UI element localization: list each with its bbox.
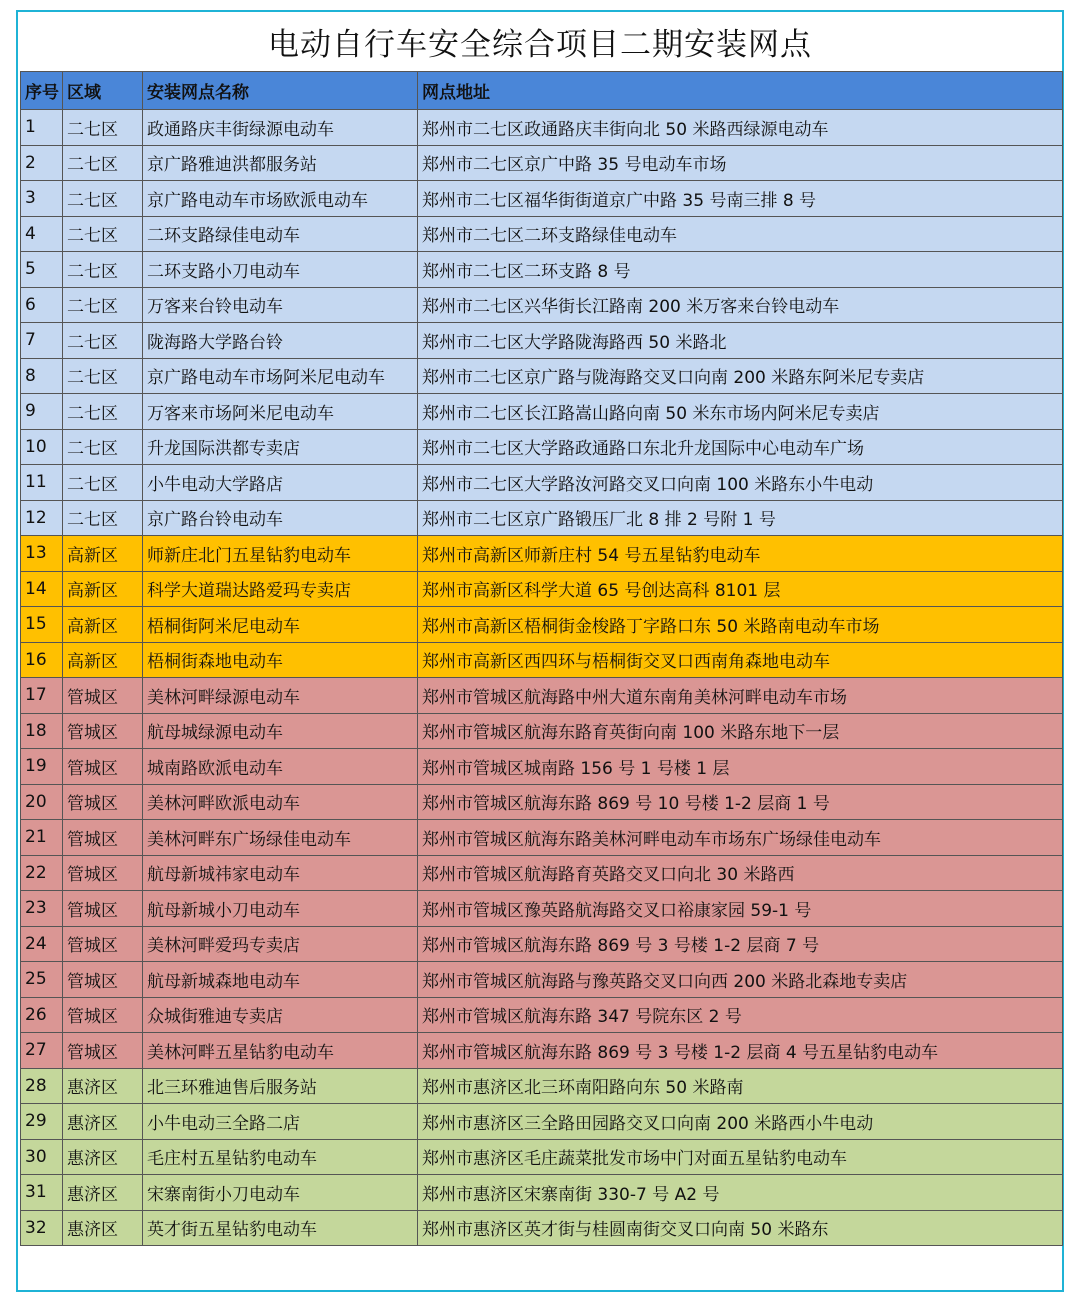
cell-no: 11: [21, 465, 63, 501]
header-zone: 区域: [63, 72, 143, 110]
cell-no: 20: [21, 784, 63, 820]
header-name: 安装网点名称: [143, 72, 418, 110]
table-row: [21, 997, 1063, 1033]
cell-address: 郑州市管城区航海东路 869 号 3 号楼 1-2 层商 4 号五星钻豹电动车: [418, 1033, 1063, 1069]
cell-address: 郑州市惠济区三全路田园路交叉口向南 200 米路西小牛电动: [418, 1104, 1063, 1140]
cell-address: 郑州市惠济区毛庄蔬菜批发市场中门对面五星钻豹电动车: [418, 1139, 1063, 1175]
table-row: [21, 1210, 1063, 1246]
cell-no: 15: [21, 607, 63, 643]
cell-zone: 二七区: [63, 465, 143, 501]
cell-outlet-name: 二环支路小刀电动车: [143, 252, 418, 288]
cell-address: 郑州市管城区航海路中州大道东南角美林河畔电动车市场: [418, 678, 1063, 714]
cell-address: 郑州市二七区大学路政通路口东北升龙国际中心电动车广场: [418, 429, 1063, 465]
table-row: [21, 926, 1063, 962]
header-no: 序号: [21, 72, 63, 110]
cell-no: 23: [21, 891, 63, 927]
page-title: 电动自行车安全综合项目二期安装网点: [268, 26, 812, 63]
cell-no: 29: [21, 1104, 63, 1140]
cell-zone: 管城区: [63, 820, 143, 856]
cell-outlet-name: 政通路庆丰街绿源电动车: [143, 110, 418, 146]
cell-no: 13: [21, 536, 63, 572]
cell-zone: 高新区: [63, 642, 143, 678]
cell-zone: 二七区: [63, 394, 143, 430]
cell-outlet-name: 美林河畔欧派电动车: [143, 784, 418, 820]
cell-address: 郑州市管城区航海东路 347 号院东区 2 号: [418, 997, 1063, 1033]
table-row: [21, 784, 1063, 820]
cell-outlet-name: 京广路电动车市场阿米尼电动车: [143, 358, 418, 394]
cell-zone: 二七区: [63, 110, 143, 146]
cell-zone: 惠济区: [63, 1104, 143, 1140]
cell-address: 郑州市二七区福华街街道京广中路 35 号南三排 8 号: [418, 181, 1063, 217]
cell-zone: 惠济区: [63, 1210, 143, 1246]
cell-zone: 管城区: [63, 855, 143, 891]
cell-outlet-name: 京广路电动车市场欧派电动车: [143, 181, 418, 217]
table-body: [21, 110, 1063, 1246]
cell-zone: 管城区: [63, 678, 143, 714]
cell-outlet-name: 众城街雅迪专卖店: [143, 997, 418, 1033]
table-row: [21, 855, 1063, 891]
cell-zone: 二七区: [63, 252, 143, 288]
cell-zone: 二七区: [63, 145, 143, 181]
cell-no: 16: [21, 642, 63, 678]
cell-zone: 二七区: [63, 287, 143, 323]
table-row: [21, 465, 1063, 501]
table-row: [21, 181, 1063, 217]
cell-outlet-name: 航母新城森地电动车: [143, 962, 418, 998]
cell-address: 郑州市高新区科学大道 65 号创达高科 8101 层: [418, 571, 1063, 607]
table-row: [21, 713, 1063, 749]
cell-address: 郑州市二七区二环支路绿佳电动车: [418, 216, 1063, 252]
cell-outlet-name: 小牛电动三全路二店: [143, 1104, 418, 1140]
cell-no: 10: [21, 429, 63, 465]
table-row: [21, 252, 1063, 288]
cell-address: 郑州市管城区航海路与豫英路交叉口向西 200 米路北森地专卖店: [418, 962, 1063, 998]
cell-zone: 管城区: [63, 784, 143, 820]
cell-outlet-name: 航母新城小刀电动车: [143, 891, 418, 927]
cell-outlet-name: 英才街五星钻豹电动车: [143, 1210, 418, 1246]
cell-zone: 管城区: [63, 749, 143, 785]
cell-outlet-name: 航母新城祎家电动车: [143, 855, 418, 891]
cell-no: 18: [21, 713, 63, 749]
cell-zone: 二七区: [63, 323, 143, 359]
outlet-table: [20, 71, 1063, 1246]
cell-outlet-name: 小牛电动大学路店: [143, 465, 418, 501]
cell-no: 30: [21, 1139, 63, 1175]
cell-outlet-name: 梧桐街森地电动车: [143, 642, 418, 678]
cell-outlet-name: 升龙国际洪都专卖店: [143, 429, 418, 465]
cell-zone: 管城区: [63, 962, 143, 998]
cell-address: 郑州市二七区政通路庆丰街向北 50 米路西绿源电动车: [418, 110, 1063, 146]
document-sheet: [16, 10, 1064, 1292]
cell-zone: 管城区: [63, 1033, 143, 1069]
cell-address: 郑州市二七区大学路汝河路交叉口向南 100 米路东小牛电动: [418, 465, 1063, 501]
cell-address: 郑州市管城区航海东路育英街向南 100 米路东地下一层: [418, 713, 1063, 749]
table-row: [21, 1139, 1063, 1175]
cell-no: 22: [21, 855, 63, 891]
cell-outlet-name: 北三环雅迪售后服务站: [143, 1068, 418, 1104]
cell-no: 8: [21, 358, 63, 394]
cell-address: 郑州市管城区城南路 156 号 1 号楼 1 层: [418, 749, 1063, 785]
cell-address: 郑州市二七区京广路锻压厂北 8 排 2 号附 1 号: [418, 500, 1063, 536]
table-row: [21, 536, 1063, 572]
cell-address: 郑州市管城区航海东路 869 号 3 号楼 1-2 层商 7 号: [418, 926, 1063, 962]
cell-zone: 高新区: [63, 607, 143, 643]
cell-outlet-name: 师新庄北门五星钻豹电动车: [143, 536, 418, 572]
cell-no: 19: [21, 749, 63, 785]
table-row: [21, 500, 1063, 536]
cell-zone: 管城区: [63, 891, 143, 927]
cell-outlet-name: 航母城绿源电动车: [143, 713, 418, 749]
table-row: [21, 323, 1063, 359]
cell-outlet-name: 京广路雅迪洪都服务站: [143, 145, 418, 181]
cell-outlet-name: 梧桐街阿米尼电动车: [143, 607, 418, 643]
cell-no: 1: [21, 110, 63, 146]
cell-no: 27: [21, 1033, 63, 1069]
cell-outlet-name: 毛庄村五星钻豹电动车: [143, 1139, 418, 1175]
cell-zone: 高新区: [63, 536, 143, 572]
cell-no: 21: [21, 820, 63, 856]
table-row: [21, 1104, 1063, 1140]
cell-zone: 高新区: [63, 571, 143, 607]
table-row: [21, 607, 1063, 643]
table-row: [21, 891, 1063, 927]
cell-outlet-name: 城南路欧派电动车: [143, 749, 418, 785]
cell-outlet-name: 美林河畔爱玛专卖店: [143, 926, 418, 962]
cell-address: 郑州市二七区二环支路 8 号: [418, 252, 1063, 288]
cell-zone: 管城区: [63, 997, 143, 1033]
cell-address: 郑州市高新区西四环与梧桐街交叉口西南角森地电动车: [418, 642, 1063, 678]
cell-zone: 管城区: [63, 713, 143, 749]
cell-no: 26: [21, 997, 63, 1033]
cell-no: 32: [21, 1210, 63, 1246]
cell-zone: 管城区: [63, 926, 143, 962]
cell-no: 24: [21, 926, 63, 962]
cell-zone: 二七区: [63, 216, 143, 252]
cell-zone: 惠济区: [63, 1175, 143, 1211]
cell-address: 郑州市二七区长江路嵩山路向南 50 米东市场内阿米尼专卖店: [418, 394, 1063, 430]
table-row: [21, 216, 1063, 252]
cell-address: 郑州市管城区豫英路航海路交叉口裕康家园 59-1 号: [418, 891, 1063, 927]
cell-address: 郑州市惠济区英才街与桂圆南街交叉口向南 50 米路东: [418, 1210, 1063, 1246]
cell-address: 郑州市二七区京广中路 35 号电动车市场: [418, 145, 1063, 181]
cell-address: 郑州市管城区航海路育英路交叉口向北 30 米路西: [418, 855, 1063, 891]
cell-outlet-name: 京广路台铃电动车: [143, 500, 418, 536]
table-row: [21, 358, 1063, 394]
table-row: [21, 429, 1063, 465]
table-row: [21, 678, 1063, 714]
table-row: [21, 145, 1063, 181]
cell-outlet-name: 二环支路绿佳电动车: [143, 216, 418, 252]
table-row: [21, 394, 1063, 430]
cell-no: 9: [21, 394, 63, 430]
cell-address: 郑州市高新区梧桐街金梭路丁字路口东 50 米路南电动车市场: [418, 607, 1063, 643]
table-row: [21, 110, 1063, 146]
cell-no: 25: [21, 962, 63, 998]
cell-zone: 二七区: [63, 181, 143, 217]
table-row: [21, 1033, 1063, 1069]
cell-zone: 惠济区: [63, 1068, 143, 1104]
cell-no: 12: [21, 500, 63, 536]
cell-no: 28: [21, 1068, 63, 1104]
cell-outlet-name: 宋寨南街小刀电动车: [143, 1175, 418, 1211]
cell-address: 郑州市二七区兴华街长江路南 200 米万客来台铃电动车: [418, 287, 1063, 323]
cell-no: 3: [21, 181, 63, 217]
cell-address: 郑州市惠济区北三环南阳路向东 50 米路南: [418, 1068, 1063, 1104]
cell-outlet-name: 美林河畔东广场绿佳电动车: [143, 820, 418, 856]
cell-zone: 二七区: [63, 429, 143, 465]
cell-outlet-name: 万客来台铃电动车: [143, 287, 418, 323]
cell-zone: 二七区: [63, 358, 143, 394]
table-row: [21, 642, 1063, 678]
cell-outlet-name: 陇海路大学路台铃: [143, 323, 418, 359]
cell-address: 郑州市二七区京广路与陇海路交叉口向南 200 米路东阿米尼专卖店: [418, 358, 1063, 394]
cell-address: 郑州市高新区师新庄村 54 号五星钻豹电动车: [418, 536, 1063, 572]
cell-no: 14: [21, 571, 63, 607]
cell-no: 7: [21, 323, 63, 359]
table-row: [21, 962, 1063, 998]
cell-no: 4: [21, 216, 63, 252]
header-address: 网点地址: [418, 72, 1063, 110]
table-row: [21, 1175, 1063, 1211]
cell-no: 2: [21, 145, 63, 181]
cell-no: 31: [21, 1175, 63, 1211]
cell-zone: 惠济区: [63, 1139, 143, 1175]
cell-address: 郑州市惠济区宋寨南街 330-7 号 A2 号: [418, 1175, 1063, 1211]
cell-outlet-name: 美林河畔五星钻豹电动车: [143, 1033, 418, 1069]
table-row: [21, 287, 1063, 323]
table-header-row: [21, 72, 1063, 110]
cell-outlet-name: 美林河畔绿源电动车: [143, 678, 418, 714]
cell-outlet-name: 科学大道瑞达路爱玛专卖店: [143, 571, 418, 607]
table-row: [21, 820, 1063, 856]
cell-address: 郑州市二七区大学路陇海路西 50 米路北: [418, 323, 1063, 359]
cell-zone: 二七区: [63, 500, 143, 536]
cell-address: 郑州市管城区航海东路美林河畔电动车市场东广场绿佳电动车: [418, 820, 1063, 856]
cell-no: 17: [21, 678, 63, 714]
cell-no: 5: [21, 252, 63, 288]
table-row: [21, 749, 1063, 785]
table-row: [21, 1068, 1063, 1104]
cell-outlet-name: 万客来市场阿米尼电动车: [143, 394, 418, 430]
cell-no: 6: [21, 287, 63, 323]
table-row: [21, 571, 1063, 607]
cell-address: 郑州市管城区航海东路 869 号 10 号楼 1-2 层商 1 号: [418, 784, 1063, 820]
